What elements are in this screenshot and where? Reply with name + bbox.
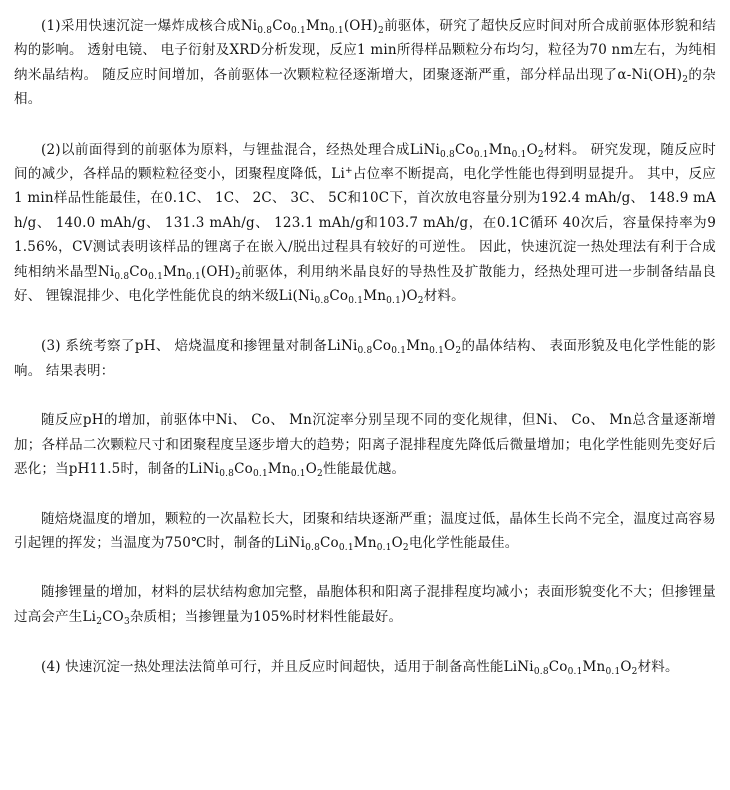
subscript: 0.1 <box>148 271 164 282</box>
paragraph-3-system-study: (3) 系统考察了pH、 焙烧温度和掺锂量对制备$LiNi_{0.8}Co_{0.1}Mn_{0.1}O_2$的晶体结构、 表面形貌及电化学性能的影响。 结果表明： <box>14 338 716 379</box>
subscript: 0.1 <box>391 346 407 357</box>
subscript: 0.1 <box>567 667 583 678</box>
subscript: 2 <box>417 296 424 307</box>
subscript: 2 <box>378 26 384 36</box>
subscript: 0.8 <box>533 667 549 678</box>
subscript: 2 <box>631 667 638 678</box>
subscript: 0.8 <box>357 346 373 357</box>
subscript: 0.8 <box>314 296 330 307</box>
subscript: 0.8 <box>440 149 455 160</box>
subscript: 0.1 <box>511 149 527 160</box>
subscript: 0.8 <box>257 26 273 36</box>
subscript: 0.1 <box>376 542 392 553</box>
subscript: 0.1 <box>291 26 306 36</box>
subscript: 2 <box>537 149 544 160</box>
paragraph-temperature-effect: 随焙烧温度的增加，颗粒的一次晶粒长大，团聚和结块逐渐严重；温度过低，晶体生长尚不完全，温度过高容易引起锂的挥发；当温度为750℃时，制备的$LiNi_{0.8}Co_{0.1}Mn_{0.1}O_2$电化学性能最佳。 <box>14 510 716 553</box>
subscript: 2 <box>317 469 323 480</box>
subscript: 0.1 <box>185 271 201 282</box>
subscript: 2 <box>235 271 242 282</box>
paragraph-2-cathode-synthesis: (2)以前面得到的前驱体为原料，与锂盐混合，经热处理合成$LiNi_{0.8}Co_{0.1}Mn_{0.1}O_2$材料。 研究发现，随反应时间的减少，各样品的颗粒粒径变小，团聚程度降低，Li+占位率不断提高，电化学性能也得到明显提升。 其中，反应1 min样品性能最佳，在0.1C、 1C、 2C、 3C、 5C和10C下，首次放电容量分别为192.4 mAh/g、 148.9 mAh/g、 140.0 mAh/g、 131.3 mAh/g、 123.1 mAh/g和103.7 mAh/g，在0.1C循环 40次后，容量保持率为91.56%，CV测试表明该样品的锂离子在嵌入/脱出过程具有较好的可逆性。 因此，快速沉淀一热处理法有利于合成纯相纳米晶型$Ni_{0.8}Co_{0.1}Mn_{0.1}(OH)_2$前驱体，利用纳米晶良好的导热性及扩散能力，经热处理可进一步制备结晶良好、 锂镍混排少、电化学性能优良的纳米级$Li(Ni_{0.8}Co_{0.1}Mn_{0.1})O_2$材料。 <box>14 141 716 307</box>
subscript: 0.8 <box>114 271 130 282</box>
subscript: 0.1 <box>473 149 489 160</box>
subscript: 0.1 <box>252 469 268 480</box>
subscript: 3 <box>123 616 130 627</box>
subscript: 0.1 <box>605 667 621 678</box>
subscript: 0.8 <box>219 469 235 480</box>
subscript: 2 <box>682 74 689 85</box>
subscript: 0.8 <box>305 542 321 553</box>
subscript: 2 <box>455 346 462 357</box>
subscript: 0.1 <box>429 346 445 357</box>
subscript: 0.1 <box>386 296 402 307</box>
paragraph-4-conclusion: (4) 快速沉淀一热处理法法简单可行，并且反应时间超快，适用于制备高性能$LiNi_{0.8}Co_{0.1}Mn_{0.1}O_2$材料。 <box>41 659 679 678</box>
subscript: 2 <box>96 616 103 627</box>
paragraph-lithium-ratio-effect: 随掺锂量的增加，材料的层状结构愈加完整，晶胞体积和阳离子混排程度均减小；表面形貌变化不大；但掺锂量过高会产生$Li_2CO_3$杂质相；当掺锂量为105%时材料性能最好。 <box>14 584 716 627</box>
paragraph-1-precursor-synthesis: (1)采用快速沉淀一爆炸成核合成$Ni_{0.8}Co_{0.1}Mn_{0.1}(OH)_2$前驱体，研究了超快反应时间对所合成前驱体形貌和结构的影响。 透射电镜、 电子衍射及XRD分析发现，反应1 min所得样品颗粒分布均匀，粒径为70 nm左右，为纯相纳米晶结构。 随反应时间增加，各前驱体一次颗粒粒径逐渐增大，团聚逐渐严重，部分样品出现了$\alpha-Ni(OH)_2$的杂相。 <box>14 18 717 108</box>
superscript: + <box>344 166 353 177</box>
subscript: 0.1 <box>328 26 344 36</box>
subscript: 0.1 <box>338 542 354 553</box>
subscript: 2 <box>402 542 409 553</box>
subscript: 0.1 <box>348 296 364 307</box>
subscript: 0.1 <box>290 469 306 480</box>
paragraph-ph-effect: 随反应pH的增加，前驱体中Ni、 Co、 Mn沉淀率分别呈现不同的变化规律，但Ni、 Co、 Mn总含量逐渐增加；各样品二次颗粒尺寸和团聚程度呈逐步增大的趋势；阳离子混排程度先降低后微量增加；电化学性能则先变好后恶化；当pH11.5时，制备的$LiNi_{0.8}Co_{0.1}Mn_{0.1}O_2$性能最优越。 <box>14 412 716 480</box>
